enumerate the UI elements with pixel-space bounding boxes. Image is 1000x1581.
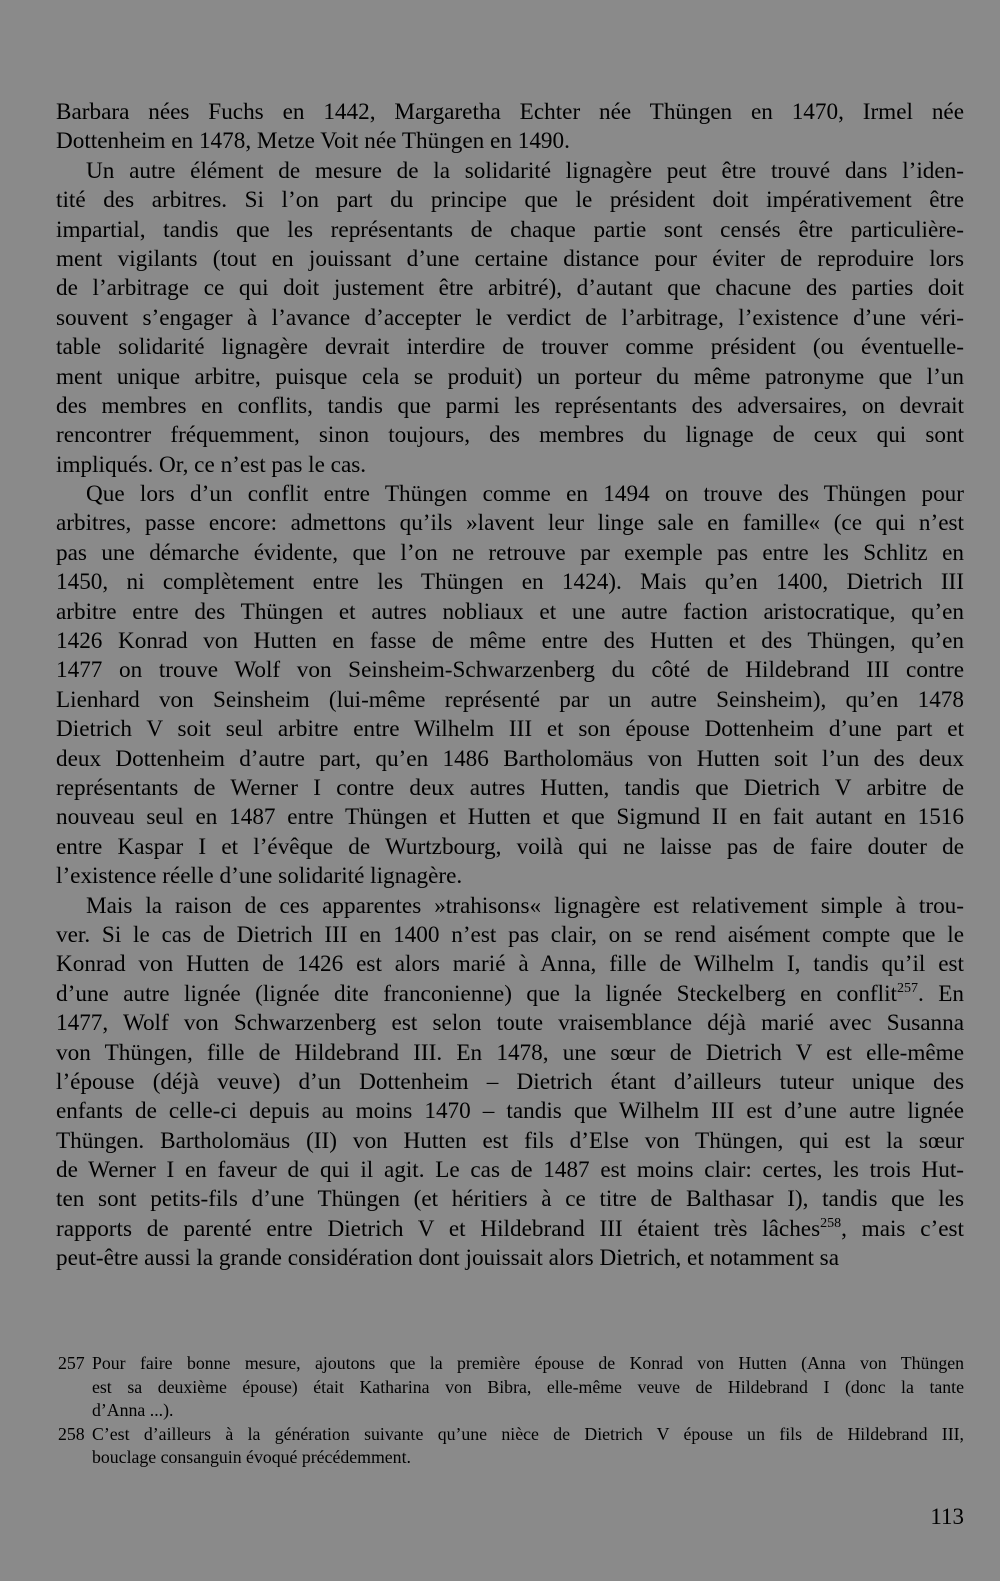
text-line: 1450, ni complètement entre les Thüngen en 1424). Mais qu’en 1400, Dietrich III: [56, 569, 964, 596]
text-line: 1426 Konrad von Hutten en fasse de même entre des Hutten et des Thüngen, qu’en: [56, 628, 964, 655]
text-line: Dietrich V soit seul arbitre entre Wilhelm III et son épouse Dottenheim d’une part et: [56, 716, 964, 743]
text-line: Lienhard von Seinsheim (lui-même représenté par un autre Seinsheim), qu’en 1478: [56, 686, 964, 713]
text-line: impartial, tandis que les représentants de chaque partie sont censés être particulière-: [56, 216, 964, 243]
footnote-257: [58, 1352, 964, 1423]
page-number: 113: [930, 1504, 964, 1529]
text-line: Barbara nées Fuchs en 1442, Margaretha Echter née Thüngen en 1470, Irmel née: [56, 99, 964, 125]
paragraph: [56, 98, 964, 157]
footnote-number: 257: [58, 1353, 85, 1373]
text-line: des membres en conflits, tandis que parmi les représentants des adversaires, on devrait: [56, 392, 964, 419]
footnote-line: [58, 1352, 964, 1376]
paragraph: [56, 892, 964, 1274]
text-line: nouveau seul en 1487 entre Thüngen et Hutten et que Sigmund II en fait autant en 1516: [56, 804, 964, 831]
text-line: ten sont petits-fils d’une Thüngen (et héritiers à ce titre de Balthasar I), tandis que les: [56, 1186, 964, 1213]
text-line: de Werner I en faveur de qui il agit. Le cas de 1487 est moins clair: certes, les trois Hut-: [56, 1157, 964, 1184]
footnote-text: Pour faire bonne mesure, ajoutons que la première épouse de Konrad von Hutten (Anna von Thüngen: [92, 1353, 964, 1373]
text-line: pas une démarche évidente, que l’on ne retrouve par exemple pas entre les Schlitz en: [56, 539, 964, 566]
text-line: 1477, Wolf von Schwarzenberg est selon toute vraisemblance déjà marié avec Susanna: [56, 1010, 964, 1037]
text-line: de l’arbitrage ce qui doit justement être arbitré), d’autant que chacune des parties doit: [56, 275, 964, 302]
text-line: rencontrer fréquemment, sinon toujours, des membres du lignage de ceux qui sont: [56, 422, 964, 449]
text-line: von Thüngen, fille de Hildebrand III. En 1478, une sœur de Dietrich V est elle-même: [56, 1039, 964, 1066]
text-line: Mais la raison de ces apparentes »trahisons« lignagère est relativement simple à trou-: [86, 892, 964, 919]
text-line: l’épouse (déjà veuve) d’un Dottenheim – Dietrich étant d’ailleurs tuteur unique des: [56, 1068, 964, 1095]
text-line: peut-être aussi la grande considération dont jouissait alors Dietrich, et notamment sa: [56, 1245, 839, 1272]
text-line: arbitres, passe encore: admettons qu’ils »lavent leur linge sale en famille« (ce qui n’est: [56, 510, 964, 537]
text-line: Konrad von Hutten de 1426 est alors marié à Anna, fille de Wilhelm I, tandis qu’il est: [56, 951, 964, 978]
text-line: représentants de Werner I contre deux autres Hutten, tandis que Dietrich V arbitre de: [56, 774, 964, 801]
line-text-after-ref: , mais c’est: [841, 1215, 964, 1242]
text-line: deux Dottenheim d’autre part, qu’en 1486 Bartholomäus von Hutten soit l’un des deux: [56, 745, 964, 772]
text-line: impliqués. Or, ce n’est pas le cas.: [56, 451, 367, 478]
line-text: d’une autre lignée (lignée dite franconienne) que la lignée Steckelberg en conflit: [56, 980, 897, 1007]
footnote-line: est sa deuxième épouse) était Katharina von Bibra, elle-même veuve de Hildebrand I (donc la tante: [92, 1376, 964, 1397]
paragraph: [56, 157, 964, 480]
footnote-ref-257[interactable]: 257: [896, 980, 918, 996]
text-line: Un autre élément de mesure de la solidarité lignagère peut être trouvé dans l’iden-: [86, 157, 964, 184]
footnotes: [58, 1352, 964, 1470]
text-line: ment unique arbitre, puisque cela se produit) un porteur du même patronyme que l’un: [56, 363, 964, 390]
text-line-with-note: [56, 1215, 964, 1244]
footnote-line: bouclage consanguin évoqué précédemment.: [92, 1447, 411, 1468]
text-line: souvent s’engager à l’avance d’accepter le verdict de l’arbitrage, l’existence d’une véri-: [56, 304, 964, 331]
footnote-number: 258: [58, 1423, 85, 1444]
text-line: Que lors d’un conflit entre Thüngen comme en 1494 on trouve des Thüngen pour: [86, 481, 964, 508]
footnote-ref-258[interactable]: 258: [820, 1215, 842, 1231]
text-line: ver. Si le cas de Dietrich III en 1400 n’est pas clair, on se rend aisément compte que le: [56, 921, 964, 948]
text-line-with-note: [56, 980, 964, 1009]
paragraph: [56, 480, 964, 891]
text-line: enfants de celle-ci depuis au moins 1470 – tandis que Wilhelm III est d’une autre lignée: [56, 1098, 964, 1125]
text-line: l’existence réelle d’une solidarité lignagère.: [56, 863, 463, 890]
text-line: entre Kaspar I et l’évêque de Wurtzbourg, voilà qui ne laisse pas de faire douter de: [56, 833, 964, 860]
footnote-line: [58, 1423, 964, 1447]
line-text-after-ref: . En: [917, 980, 964, 1007]
footnote-line: d’Anna ...).: [92, 1400, 174, 1421]
footnote-text: C’est d’ailleurs à la génération suivante qu’une nièce de Dietrich V épouse un fils de Hildebrand III,: [92, 1423, 964, 1444]
footnote-258: [58, 1423, 964, 1470]
text-line: tité des arbitres. Si l’on part du principe que le président doit impérativement être: [56, 187, 964, 214]
text-line: ment vigilants (tout en jouissant d’une certaine distance pour éviter de reproduire lors: [56, 245, 964, 272]
text-line: Dottenheim en 1478, Metze Voit née Thüngen en 1490.: [56, 128, 570, 155]
text-line: Thüngen. Bartholomäus (II) von Hutten est fils d’Else von Thüngen, qui est la sœur: [56, 1127, 964, 1154]
text-line: 1477 on trouve Wolf von Seinsheim-Schwarzenberg du côté de Hildebrand III contre: [56, 657, 964, 684]
body-text: [56, 98, 964, 1274]
text-line: arbitre entre des Thüngen et autres nobliaux et une autre faction aristocratique, qu’en: [56, 598, 964, 625]
text-line: table solidarité lignagère devrait interdire de trouver comme président (ou éventuelle-: [56, 334, 964, 361]
line-text: rapports de parenté entre Dietrich V et Hildebrand III étaient très lâches: [56, 1215, 821, 1242]
